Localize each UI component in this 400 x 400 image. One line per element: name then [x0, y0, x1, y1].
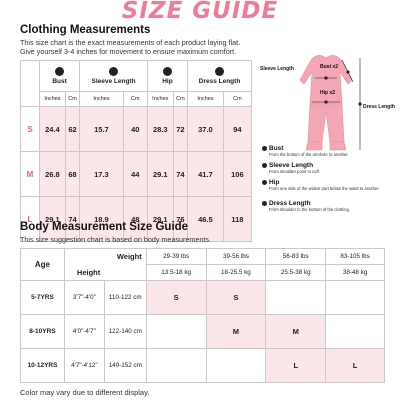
weight-height-header	[64, 249, 146, 281]
value-cell: 18.9	[80, 197, 123, 242]
size-cell: M	[266, 315, 326, 349]
value-cell: 48	[123, 197, 147, 242]
unit-cell: Cm	[173, 92, 187, 107]
value-cell: 76	[173, 197, 187, 242]
table-row	[21, 152, 252, 197]
value-cell: 74	[65, 197, 79, 242]
value-cell: 24.4	[40, 107, 66, 152]
weight-lbs: 29-39 lbs	[146, 249, 206, 265]
value-cell: 62	[65, 107, 79, 152]
page-title: SIZE GUIDE	[121, 0, 279, 24]
col-bust: Bust	[40, 61, 80, 92]
size-cell-empty	[206, 349, 266, 383]
size-cell: L	[326, 349, 385, 383]
value-cell: 118	[223, 197, 251, 242]
clothing-heading: Clothing Measurements	[20, 24, 151, 36]
unit-cell: Inches	[147, 92, 173, 107]
dress-point-icon	[358, 102, 361, 105]
size-cell: M	[206, 315, 266, 349]
size-cell-empty	[326, 315, 385, 349]
value-cell: 74	[173, 152, 187, 197]
body-heading: Body Measurement Size Guide	[20, 221, 189, 233]
sleeve-marker-icon	[262, 163, 267, 168]
clothing-desc-line1: This size chart is the exact measurements of each product laying flat.	[20, 38, 241, 47]
unit-cell: Inches	[188, 92, 224, 107]
clothing-table	[20, 60, 252, 242]
footer-note: Color may vary due to different display.	[20, 388, 150, 397]
value-cell: 28.3	[147, 107, 173, 152]
value-cell: 29.1	[40, 197, 66, 242]
dress-marker-icon	[262, 201, 267, 206]
weight-lbs: 39-56 lbs	[206, 249, 266, 265]
unit-cell: Inches	[80, 92, 123, 107]
size-cell-empty	[326, 281, 385, 315]
sleeve-marker-icon	[109, 67, 118, 76]
hip-marker-icon	[262, 180, 267, 185]
unit-cell: Inches	[40, 92, 66, 107]
size-cell-empty	[146, 349, 206, 383]
age-cell: 5-7YRS	[21, 281, 65, 315]
height-in-cell: 4'0"-4'7"	[64, 315, 104, 349]
unit-cell: Cm	[223, 92, 251, 107]
figure-label-bust: Bust x2	[320, 64, 339, 70]
weight-label: Weight	[116, 252, 142, 261]
weight-kg: 13.5-18 kg	[146, 265, 206, 281]
size-cell: S	[146, 281, 206, 315]
weight-kg: 25.5-38 kg	[266, 265, 326, 281]
height-cm-cell: 140-152 cm	[104, 349, 146, 383]
bust-point-icon	[324, 76, 327, 79]
col-sleeve: Sleeve Length	[80, 61, 148, 92]
sleeve-point-icon	[346, 70, 349, 73]
size-label: L	[21, 197, 40, 242]
weight-kg: 38-48 kg	[326, 265, 385, 281]
value-cell: 37.0	[188, 107, 224, 152]
table-row	[21, 281, 385, 315]
value-cell: 17.3	[80, 152, 123, 197]
garment-pants-shape	[308, 104, 344, 142]
size-cell-empty	[146, 315, 206, 349]
dress-marker-icon	[215, 67, 224, 76]
height-cm-cell: 110-122 cm	[104, 281, 146, 315]
garment-diagram	[256, 46, 396, 161]
size-label: S	[21, 107, 40, 152]
age-header: Age	[21, 249, 65, 281]
weight-lbs: 56-83 lbs	[266, 249, 326, 265]
value-cell: 44	[123, 152, 147, 197]
value-cell: 29.1	[147, 152, 173, 197]
unit-cell: Cm	[65, 92, 79, 107]
figure-label-hip: Hip x2	[320, 90, 336, 96]
value-cell: 68	[65, 152, 79, 197]
value-cell: 26.8	[40, 152, 66, 197]
height-in-cell: 4'7"-4'12"	[64, 349, 104, 383]
weight-lbs: 83-105 lbs	[326, 249, 385, 265]
size-label: M	[21, 152, 40, 197]
legend-bust: Bust From the bottom of the armhole to another.	[262, 145, 349, 157]
value-cell: 40	[123, 107, 147, 152]
bust-marker-icon	[55, 67, 64, 76]
garment-top-shape	[300, 55, 352, 104]
hip-point-icon	[324, 100, 327, 103]
value-cell: 15.7	[80, 107, 123, 152]
bust-marker-icon	[262, 146, 267, 151]
value-cell: 106	[223, 152, 251, 197]
clothing-desc-line2: Give yourself 3-4 inches for movement to ensure maximum comfort.	[20, 47, 237, 56]
clothing-desc	[20, 38, 240, 56]
unit-cell: Cm	[123, 92, 147, 107]
legend-hip: Hip From one side of the widest part below the waist to another.	[262, 179, 380, 191]
weight-kg: 18-25.5 kg	[206, 265, 266, 281]
value-cell: 29.1	[147, 197, 173, 242]
age-cell: 8-10YRS	[21, 315, 65, 349]
size-cell-empty	[266, 281, 326, 315]
body-desc: This size suggestion chart is based on body measurements.	[20, 235, 211, 244]
col-hip: Hip	[147, 61, 187, 92]
height-label: Height	[76, 268, 101, 277]
table-row	[21, 349, 385, 383]
size-header-blank	[21, 61, 40, 107]
value-cell: 94	[223, 107, 251, 152]
table-row	[21, 107, 252, 152]
legend-sleeve: Sleeve Length From shoulder point to cuff.	[262, 162, 320, 174]
hip-marker-icon	[163, 67, 172, 76]
size-cell: L	[266, 349, 326, 383]
figure-label-dress: Dress Length	[363, 104, 395, 110]
height-cm-cell: 122-140 cm	[104, 315, 146, 349]
value-cell: 41.7	[188, 152, 224, 197]
size-cell: S	[206, 281, 266, 315]
age-cell: 10-12YRS	[21, 349, 65, 383]
value-cell: 72	[173, 107, 187, 152]
height-in-cell: 3'7"-4'0"	[64, 281, 104, 315]
legend-dress: Dress Length From shoulder to the bottom of the clothing.	[262, 200, 350, 212]
table-row	[21, 315, 385, 349]
figure-label-sleeve: Sleeve Length	[260, 66, 294, 72]
value-cell: 46.5	[188, 197, 224, 242]
body-table	[20, 248, 385, 383]
col-dress: Dress Length	[188, 61, 252, 92]
